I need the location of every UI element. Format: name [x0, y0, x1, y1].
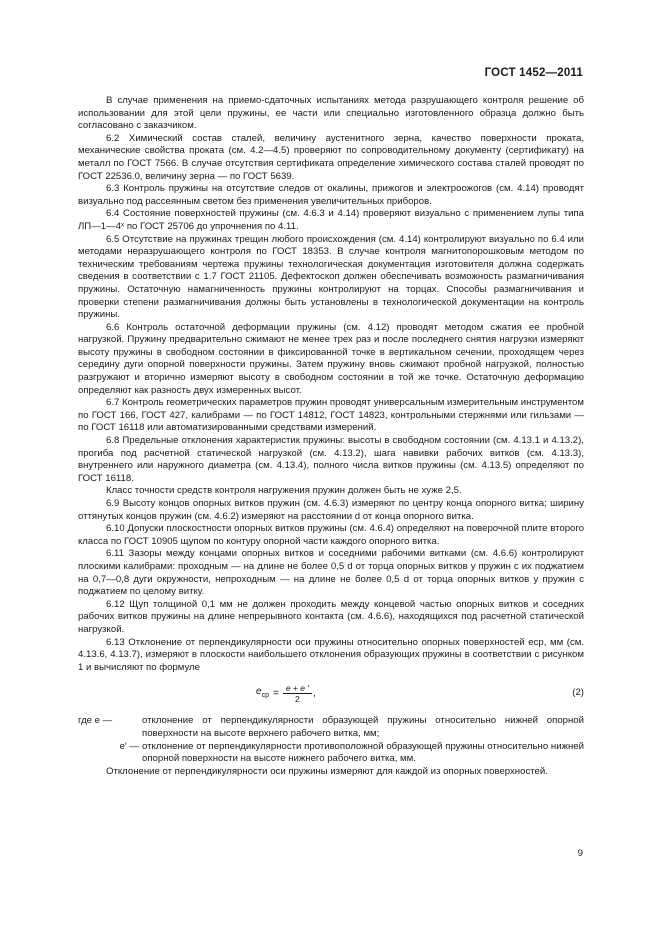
paragraph-6-3: 6.3 Контроль пружины на отсутствие следов от окалины, прижогов и электроожогов (см. 4.14) проводят визуально под рассеянным светом без применения увеличительных приборов. — [78, 183, 584, 207]
definition-text: отклонение от перпендикулярности образующей пружины относительно нижней опорной поверхности на высоте верхнего рабочего витка, мм; — [142, 715, 584, 739]
paragraph-6-13: 6.13 Отклонение от перпендикулярности оси пружины относительно опорных поверхностей eср, мм (см. 4.13.6, 4.13.7), измеряют в плоскости наибольшего отклонения образующих пружины в соответствии с рисунком 1 и вычисляют по формуле — [78, 636, 584, 673]
paragraph-6-4: 6.4 Состояние поверхностей пружины (см. 4.6.3 и 4.14) проверяют визуально с применением лупы типа ЛП—1—4ˣ по ГОСТ 25706 до упрочнения по 4.11. — [78, 208, 584, 232]
definition-term: где e — — [78, 715, 113, 727]
formula — [256, 683, 316, 704]
paragraph-6-10: 6.10 Допуски плоскостности опорных витков пружины (см. 4.6.4) определяют на поверочной плите второго класса по ГОСТ 10905 щупом по контуру опорной части каждого опорного витка. — [78, 523, 584, 547]
equation-number: (2) — [572, 687, 584, 699]
formula-comma: , — [312, 687, 316, 699]
definition-text: отклонение от перпендикулярности противоположной образующей пружины относительно нижней опорной поверхности на высоте нижнего рабочего витка, мм. — [142, 740, 584, 765]
definition-e-prime — [78, 741, 584, 766]
definition-term: e' — — [119, 740, 139, 752]
formula-fraction — [283, 683, 312, 704]
formula-denominator: 2 — [295, 694, 300, 705]
formula-lhs — [256, 686, 269, 703]
formula-lhs-symbol: e — [256, 685, 262, 697]
document-header: ГОСТ 1452—2011 — [484, 67, 583, 79]
paragraph-6-7: 6.7 Контроль геометрических параметров пружин проводят универсальным измерительным инструментом по ГОСТ 166, ГОСТ 427, калибрами — по ГОСТ 14812, ГОСТ 14823, контрольными стержнями или гильзами — по ГОСТ 16118 или автоматизированными средствами измерений. — [78, 397, 584, 434]
paragraph-6-11: 6.11 Зазоры между концами опорных витков и соседними рабочими витками (см. 4.6.6) контролируют плоскими калибрами: проходным — на длине не более 0,5 d от торца опорных витков у пружин с их поджатием на 0,7—0,8 дуги окружности, непроходным — на длине не более 0,5 d от торца опорных витков у пружин с поджатием по целому витку. — [78, 548, 584, 598]
paragraph-closing: Отклонение от перпендикулярности оси пружины измеряют для каждой из опорных поверхностей. — [106, 765, 548, 777]
definition-e — [78, 715, 584, 740]
paragraph-6-5: 6.5 Отсутствие на пружинах трещин любого происхождения (см. 4.14) контролируют визуально по 6.4 или методами неразрушающего контроля по ГОСТ 18353. В случае контроля магнитопорошковым методом по техническим требованиям чертежа пружины технологическая документация изготовителя должна содержать сведения в соответствии с 1.7 ГОСТ 21105. Дефектоскоп должен обеспечивать возможность размагничивания пружины. Остаточную намагниченность пружины контролируют на торцах. Способы размагничивания и проверки степени размагничивания должны быть установлены в технологической документации на контроль пружины. — [78, 233, 584, 321]
formula-lhs-subscript: ср — [261, 691, 269, 699]
formula-numerator: e + e ' — [283, 683, 312, 694]
definitions-list — [78, 715, 584, 765]
paragraph-6-9: 6.9 Высоту концов опорных витков пружин (см. 4.6.3) измеряют по центру конца опорного витка; ширину оттянутых концов пружин (см. 4.6.2) измеряют на расстоянии d от конца опорного витка. — [78, 498, 584, 522]
paragraph-accuracy-class: Класс точности средств контроля нагружения пружин должен быть не хуже 2,5. — [106, 485, 462, 497]
paragraph-6-6: 6.6 Контроль остаточной деформации пружины (см. 4.12) проводят методом сжатия ее пробной нагрузкой. Пружину предварительно сжимают не менее трех раз и после последнего снятия нагрузки измеряют высоту пружины в свободном состоянии в фиксированной точке в вертикальном сечении, проходящем через середину дуги опорной поверхности пружины. Затем пружину вновь сжимают пробной нагрузкой, полностью разгружают и вторично измеряют высоту в свободном состоянии в той же точке. Остаточную деформацию определяют как разность двух измеренных высот. — [78, 321, 584, 396]
paragraph-6-8: 6.8 Предельные отклонения характеристик пружины: высоты в свободном состоянии (см. 4.13.1 и 4.13.2), прогиба под расчетной статической нагрузкой (см. 4.13.2), шага навивки рабочих витков (см. 4.13.3), внутреннего или наружного диаметра (см. 4.13.4), полного числа витков пружины (см. 4.13.5) определяют по ГОСТ 16118. — [78, 435, 584, 484]
paragraph-6-2: 6.2 Химический состав сталей, величину аустенитного зерна, качество поверхности проката, механические свойства проката (см. 4.2—4.5) проверяют по сопроводительному документу (сертификату) на металл по ГОСТ 7566. В случае отсутствия сертификата определение химического состава сталей проводят по ГОСТ 22536.0, величину зерна — по ГОСТ 5639. — [78, 132, 584, 182]
paragraph-intro: В случае применения на приемо-сдаточных испытаниях метода разрушающего контроля решение об использовании для этой цели пружины, ее части или специально изготовленного образца должно быть согласовано с заказчиком. — [78, 95, 584, 132]
paragraph-6-12: 6.12 Щуп толщиной 0,1 мм не должен проходить между концевой частью опорных витков и соседних рабочих витков пружины на длине непрерывного контакта (см. 4.6.6), находящихся под расчетной статической нагрузкой. — [78, 598, 584, 635]
formula-block — [78, 681, 584, 709]
page-body — [78, 95, 584, 778]
page-number: 9 — [577, 848, 583, 859]
formula-equals: = — [272, 687, 279, 699]
